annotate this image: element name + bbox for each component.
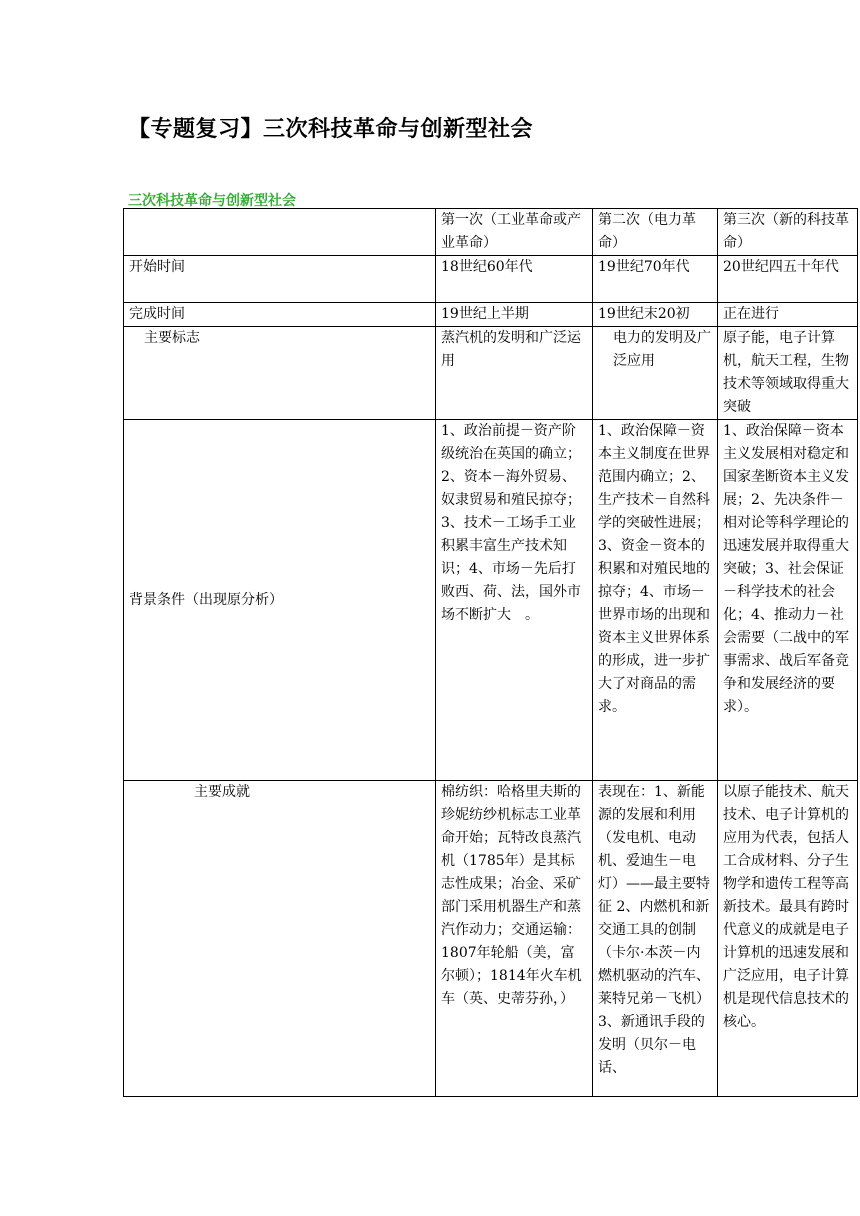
- row-label-start-time: 开始时间: [124, 256, 436, 303]
- row-label-background: 背景条件（出现原分析）: [124, 420, 436, 781]
- document-title: 【专题复习】三次科技革命与创新型社会: [128, 117, 534, 142]
- table-header-row: [124, 209, 858, 256]
- cell-background-third: 1、政治保障－资本主义发展相对稳定和国家垄断资本主义发展；2、先决条件－相对论等科学理论的迅速发展并取得重大突破；3、社会保证－科学技术的社会化；4、推动力－社会需要（二战中的军事需求、战后军备竞争和发展经济的要求）。: [718, 420, 858, 781]
- cell-start-time-first: 18世纪60年代: [436, 256, 593, 303]
- cell-background-second: 1、政治保障－资本主义制度在世界范围内确立；2、生产技术－自然科学的突破性进展；3、资金－资本的积累和对殖民地的掠夺；4、市场－世界市场的出现和资本主义世界体系的形成，进一步扩大了对商品的需求。: [593, 420, 718, 781]
- cell-achievements-second: 表现在：1、新能源的发展和利用（发电机、电动机、爱迪生－电灯）——最主要特征 2、内燃机和新交通工具的创制（卡尔·本茨－内燃机驱动的汽车、莱特兄弟－飞机）3、新通讯手段的发明（贝尔－电话、: [593, 781, 718, 1097]
- cell-achievements-third: 以原子能技术、航天技术、电子计算机的应用为代表，包括人工合成材料、分子生物学和遗传工程等高新技术。最具有跨时代意义的成就是电子计算机的迅速发展和广泛应用，电子计算机是现代信息技术的核心。: [718, 781, 858, 1097]
- section-title: 三次科技革命与创新型社会: [128, 193, 296, 209]
- cell-main-mark-third: 原子能，电子计算机，航天工程，生物技术等领域取得重大突破: [718, 327, 858, 420]
- cell-achievements-first: 棉纺织：哈格里夫斯的珍妮纺纱机标志工业革命开始；瓦特改良蒸汽机（1785年）是其标志性成果；冶金、采矿部门采用机器生产和蒸汽作动力；交通运输：1807年轮船（美，富尔顿）；1814年火车机车（英、史蒂芬孙，）: [436, 781, 593, 1097]
- row-label-achievements: 主要成就: [124, 781, 436, 1097]
- cell-start-time-third: 20世纪四五十年代: [718, 256, 858, 303]
- table-row-main-mark: [124, 327, 858, 420]
- cell-finish-time-third: 正在进行: [718, 303, 858, 327]
- header-second-revolution: 第二次（电力革命）: [593, 209, 718, 256]
- header-first-revolution: 第一次（工业革命或产业革命）: [436, 209, 593, 256]
- table-row-finish-time: [124, 303, 858, 327]
- header-blank-cell: [124, 209, 436, 256]
- cell-finish-time-second: 19世纪末20初: [593, 303, 718, 327]
- table-row-achievements: [124, 781, 858, 1097]
- row-label-finish-time: 完成时间: [124, 303, 436, 327]
- cell-main-mark-first: 蒸汽机的发明和广泛运用: [436, 327, 593, 420]
- comparison-table: [123, 208, 858, 1097]
- header-third-revolution: 第三次（新的科技革命）: [718, 209, 858, 256]
- table-row-background: [124, 420, 858, 781]
- cell-start-time-second: 19世纪70年代: [593, 256, 718, 303]
- cell-finish-time-first: 19世纪上半期: [436, 303, 593, 327]
- table-row-start-time: [124, 256, 858, 303]
- cell-main-mark-second: 电力的发明及广泛应用: [593, 327, 718, 420]
- row-label-main-mark: 主要标志: [124, 327, 436, 420]
- cell-background-first: 1、政治前提－资产阶级统治在英国的确立；2、资本－海外贸易、奴隶贸易和殖民掠夺；3、技术－工场手工业积累丰富生产技术知识；4、市场－先后打败西、荷、法，国外市场不断扩大 。: [436, 420, 593, 781]
